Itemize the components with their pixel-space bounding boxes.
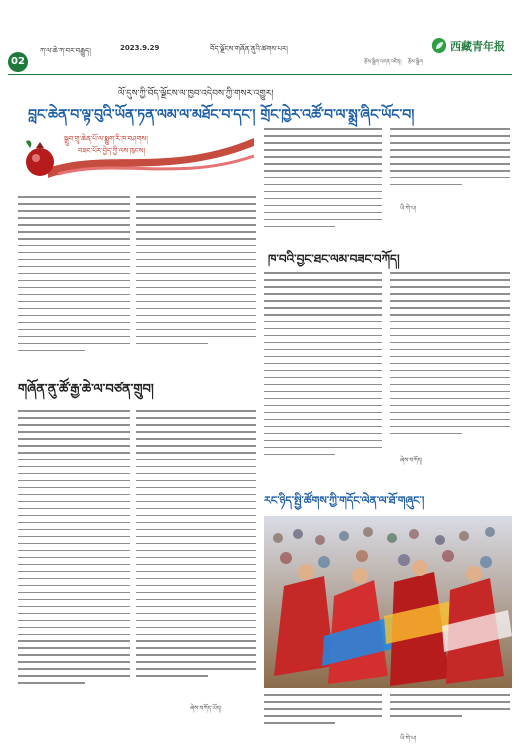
article-1-byline: ཡི་གེ་པ། <box>400 205 417 212</box>
article-1-column-1 <box>18 196 130 364</box>
issue-date: 2023.9.29 <box>120 44 160 52</box>
article-2-column-1 <box>18 410 130 696</box>
editor-meta-right: རྩོམ་སྒྲིག <box>407 59 423 65</box>
banner-text-line-1: སྒྲུབ་གྲྭ་ཆེན་པོ་ལ་སྨྱུག་རི་ཁ་བཤགས། <box>64 135 148 143</box>
photo-byline: ཡི་གེ་པ། <box>400 735 417 742</box>
editor-meta <box>364 56 423 70</box>
newspaper-logo-icon <box>432 38 446 52</box>
article-2-byline: ཞེས་བཀོད་ཡོད། <box>190 705 222 712</box>
article-1-column-3 <box>264 128 382 236</box>
photo-illustration <box>264 516 512 688</box>
photo-story-headline: རང་ཉིད་སྤྱི་ཚོགས་ཀྱི་གདོང་ལེན་ལ་ཐོ་གཞུང་། <box>264 494 425 507</box>
photo-caption-column-1 <box>264 694 382 734</box>
leaf-icon <box>432 39 446 53</box>
article-1-column-4 <box>390 128 510 198</box>
dance-performance-photo <box>264 516 512 688</box>
page-number-badge: 02 <box>8 52 28 72</box>
header-divider <box>8 74 512 75</box>
feature-banner <box>18 128 258 184</box>
section-label: ཀ་ལ་ཆེ་ཀ་བར་བརྒྱུད། <box>40 47 91 55</box>
article-2-headline: གཞོན་ནུ་ཚོ་རྒྱ་ཆེ་ལ་བཙན་གྲུབ། <box>18 382 154 397</box>
editor-meta-left: རྩོམ་སྒྲིག་འགན་འཛིན། <box>364 59 402 65</box>
pomegranate-icon <box>26 140 54 176</box>
article-3-byline: ཞེས་བཀོད། <box>400 457 423 464</box>
newspaper-brand: 西藏青年报 <box>450 40 505 53</box>
article-2-column-2 <box>136 410 256 696</box>
article-3-column-1 <box>264 272 382 472</box>
article-3-headline: ཁ་བའི་བྱང་ཐང་ལམ་བཟང་བཀོད། <box>268 252 400 266</box>
headline-kicker: ལོ་དུས་ཀྱི་བོད་ལྗོངས་ལ་ཁྱབ་འདེབས་ཀྱི་གསར་འགྱུར། <box>118 89 274 99</box>
header-center-text: བོད་ལྗོངས་གཞོན་ནུའི་ཚགས་པར། <box>210 45 288 53</box>
article-3-column-2 <box>390 272 510 448</box>
article-1-column-2 <box>136 196 256 364</box>
banner-text-line-2: བཟང་པོར་བྱེད་ཀྱི་ལས་ཁུངས། <box>78 147 146 155</box>
photo-caption-column-2 <box>390 694 510 728</box>
main-headline: བླང་ཆེན་བ་ལྟ་བུའི་ཡོན་ཏན་ལམ་ལ་མཐོང་བ་དང་། གྲོང་ཁྱེར་འཚོ་བ་ལ་སྨྲ་ཞིང་ཡོང་བ། <box>28 107 415 123</box>
